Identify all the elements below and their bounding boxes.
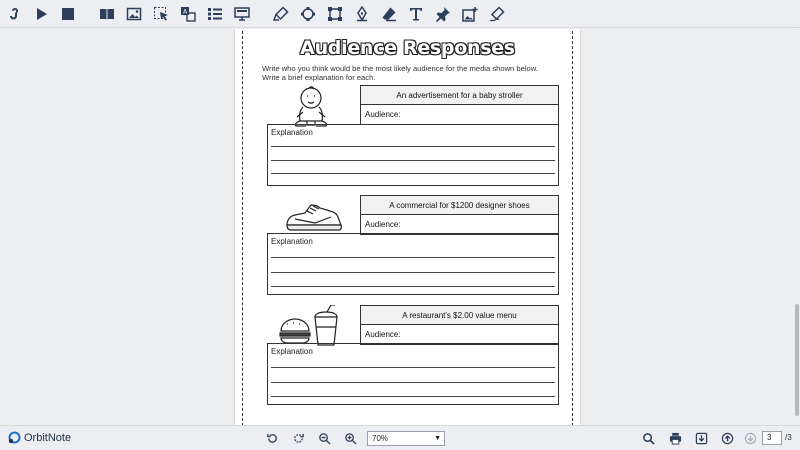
add-image-icon[interactable] xyxy=(460,4,480,24)
audience-field[interactable]: Audience: xyxy=(365,110,401,119)
page-total: /3 xyxy=(785,433,792,442)
audience-field[interactable]: Audience: xyxy=(365,330,401,339)
explanation-label: Explanation xyxy=(271,128,313,137)
explanation-box[interactable] xyxy=(267,343,559,405)
print-icon[interactable] xyxy=(667,430,683,446)
text-to-speech-icon[interactable] xyxy=(5,4,25,24)
document-canvas xyxy=(0,29,800,425)
pen-icon[interactable] xyxy=(352,4,372,24)
image-icon[interactable] xyxy=(124,4,144,24)
brand-prefix: Orbit xyxy=(24,431,48,444)
app-logo xyxy=(8,431,71,444)
writing-line xyxy=(271,272,555,273)
writing-line xyxy=(271,382,555,383)
chevron-down-icon: ▼ xyxy=(434,435,441,442)
response-section xyxy=(243,305,572,415)
next-page-icon[interactable] xyxy=(742,430,758,446)
media-prompt: A commercial for $1200 designer shoes xyxy=(361,196,558,215)
page-number-input[interactable]: 3 xyxy=(762,431,782,445)
writing-line xyxy=(271,396,555,397)
writing-line xyxy=(271,257,555,258)
select-icon[interactable] xyxy=(151,4,171,24)
writing-line xyxy=(271,146,555,147)
zoom-in-icon[interactable] xyxy=(342,430,358,446)
writing-line xyxy=(271,286,555,287)
zoom-value: 70% xyxy=(372,434,389,443)
response-section xyxy=(243,85,572,195)
bottom-bar xyxy=(0,425,800,450)
signature-icon[interactable] xyxy=(487,4,507,24)
explanation-box[interactable] xyxy=(267,124,559,186)
scrollbar-thumb[interactable] xyxy=(795,304,799,416)
prompt-box xyxy=(360,85,559,125)
brand-suffix: Note xyxy=(47,431,72,444)
zoom-out-icon[interactable] xyxy=(316,430,332,446)
explanation-box[interactable] xyxy=(267,233,559,295)
media-prompt: An advertisement for a baby stroller xyxy=(361,86,558,105)
document-page xyxy=(235,29,580,425)
explanation-label: Explanation xyxy=(271,237,313,246)
vertical-scrollbar[interactable] xyxy=(794,29,800,425)
previous-page-icon[interactable] xyxy=(719,430,735,446)
prompt-box xyxy=(360,305,559,345)
stop-icon[interactable] xyxy=(58,4,78,24)
explanation-label: Explanation xyxy=(271,347,313,356)
rotate-left-icon[interactable] xyxy=(264,430,280,446)
play-icon[interactable] xyxy=(31,4,51,24)
writing-line xyxy=(271,367,555,368)
top-toolbar xyxy=(0,0,800,28)
eraser-icon[interactable] xyxy=(379,4,399,24)
worksheet-instructions: Write who you think would be the most likely audience for the media shown below. Write a brief explanation for each. xyxy=(262,64,538,82)
search-icon[interactable] xyxy=(640,430,656,446)
response-section xyxy=(243,195,572,305)
writing-line xyxy=(271,160,555,161)
rotate-right-icon[interactable] xyxy=(290,430,306,446)
crop-icon[interactable] xyxy=(325,4,345,24)
present-icon[interactable] xyxy=(232,4,252,24)
orbit-logo-icon xyxy=(8,431,21,444)
translate-icon[interactable] xyxy=(178,4,198,24)
reading-view-icon[interactable] xyxy=(97,4,117,24)
writing-line xyxy=(271,173,555,174)
list-icon[interactable] xyxy=(205,4,225,24)
prompt-box xyxy=(360,195,559,235)
worksheet-title: Audience Responses xyxy=(300,37,515,59)
worksheet xyxy=(242,29,573,425)
pin-icon[interactable] xyxy=(433,4,453,24)
media-prompt: A restaurant's $2.00 value menu xyxy=(361,306,558,325)
shapes-icon[interactable] xyxy=(298,4,318,24)
audience-field[interactable]: Audience: xyxy=(365,220,401,229)
svg-text:A: A xyxy=(183,8,188,16)
zoom-select[interactable] xyxy=(367,431,445,446)
text-icon[interactable] xyxy=(406,4,426,24)
download-icon[interactable] xyxy=(693,430,709,446)
highlighter-icon[interactable] xyxy=(271,4,291,24)
